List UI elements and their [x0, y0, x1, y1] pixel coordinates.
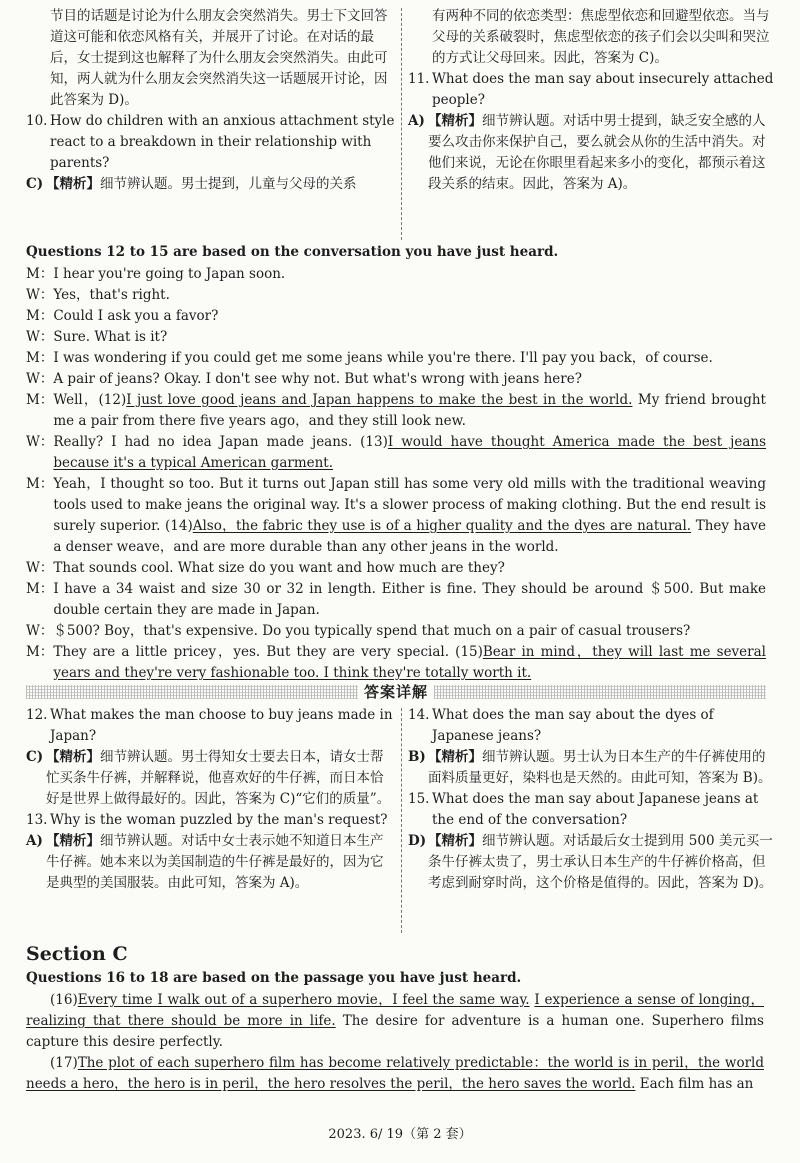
question-number: 14.: [408, 707, 430, 723]
answer-underline-12: I just love good jeans and Japan happens to make the best in the world.: [126, 392, 633, 408]
answers-right-column: [408, 705, 778, 894]
answer-underline-15: Bear in mind，they will last me several years and they're very fashionable too. I think they're totally worth it.: [53, 644, 766, 681]
question-14: [408, 705, 778, 747]
speaker: M：: [26, 581, 54, 597]
answer-letter: B): [408, 749, 426, 765]
speaker: W：: [26, 434, 54, 450]
line-text: [53, 642, 766, 684]
answer-underline-16b: I experience a sense of longing，realizing that there should be more in life.: [26, 992, 765, 1029]
line-text: [53, 432, 766, 474]
answer-text: 细节辨认题。男士得知女士要去日本，请女士帮忙买条牛仔裤，并解释说，他喜欢好的牛仔裤，而日本恰好是世界上做得最好的。因此，答案为 C)“它们的质量”。: [46, 749, 391, 807]
text-run: (17): [50, 1055, 78, 1071]
answer-text: 细节辨认题。男士提到，儿童与父母的关系: [100, 176, 357, 192]
answer-12: [26, 747, 396, 810]
answer-underline-14: Also，the fabric they use is of a higher quality and the dyes are natural.: [192, 518, 692, 534]
line-text: I have a 34 waist and size 30 or 32 in length. Either is fine. They should be around ＄500. But make double certain they are made in Japan.: [53, 581, 766, 618]
answer-explanation: [46, 831, 396, 894]
conversation-heading: Questions 12 to 15 are based on the conversation you have just heard.: [26, 244, 559, 260]
line-text: Could I ask you a favor?: [53, 308, 219, 324]
line-text: Yes，that's right.: [53, 287, 170, 303]
speaker: M：: [26, 392, 54, 408]
answer-underline-17: The plot of each superhero film has become relatively predictable：the world is in peril，the world needs a hero，the hero is in peril，the hero resolves the peril，the hero saves the world.: [26, 1055, 764, 1092]
text-run: They are a little pricey，yes. But they are very special. (15): [53, 644, 483, 660]
analysis-tag: 【精析】: [46, 749, 100, 765]
speaker: M：: [26, 266, 54, 282]
passage-heading: Questions 16 to 18 are based on the passage you have just heard.: [26, 970, 522, 986]
speaker: W：: [26, 329, 54, 345]
analysis-tag: 【精析】: [46, 833, 100, 849]
line-text: ＄500? Boy，that's expensive. Do you typically spend that much on a pair of casual trousers?: [53, 623, 691, 639]
question-13: [26, 810, 396, 831]
banner-title: 答案详解: [364, 682, 429, 701]
question-text: How do children with an anxious attachment style react to a breakdown in their relationship with parents?: [50, 113, 395, 171]
answers-left-column: [26, 705, 396, 894]
dialogue-line: [26, 369, 766, 390]
question-number: 15.: [408, 791, 430, 807]
answer-letter: C): [26, 749, 44, 765]
dialogue-line: [26, 306, 766, 327]
answer-10: [26, 174, 396, 195]
question-text: Why is the woman puzzled by the man's request?: [50, 812, 388, 828]
top-right-column: [408, 6, 778, 195]
speaker: M：: [26, 644, 54, 660]
question-12: [26, 705, 396, 747]
analysis-tag: 【精析】: [428, 113, 482, 129]
text-run: My friend brought me a pair from there five years ago，and they still look new.: [53, 392, 766, 429]
column-divider: [401, 8, 402, 240]
line-text: I was wondering if you could get me some jeans while you're there. I'll pay you back，of course.: [53, 350, 713, 366]
answer-explanation: [428, 111, 778, 195]
speaker: M：: [26, 476, 54, 492]
q9-explanation-continued: 节目的话题是讨论为什么朋友会突然消失。男士下文回答道这可能和依恋风格有关，并展开了讨论。在对话的最后，女士提到这也解释了为什么朋友会突然消失。由此可知，两人就为什么朋友会突然消失这一话题展开讨论，因此答案为 D)。: [50, 8, 388, 108]
question-text: What does the man say about the dyes of Japanese jeans?: [432, 707, 714, 744]
answer-text: 细节辨认题。对话最后女士提到用 500 美元买一条牛仔裤太贵了，男士承认日本生产的牛仔裤价格高，但考虑到耐穿时尚，这个价格是值得的。因此，答案为 D)。: [428, 833, 773, 891]
text-run: The desire for adventure is a human one. Superhero films capture this desire perfectly.: [26, 1013, 764, 1050]
dialogue-line: [26, 264, 766, 285]
banner-hatch-left: [26, 685, 358, 699]
text-run: Really? I had no idea Japan made jeans. (13): [53, 434, 388, 450]
question-number: 13.: [26, 812, 48, 828]
text-run: Yeah，I thought so too. But it turns out Japan still has some very old mills with the traditional weaving tools used to make jeans the original way. It's a slower process of making clothing. But the end result is surely superior. (14): [53, 476, 766, 534]
dialogue-line: [26, 432, 766, 474]
question-10: [26, 111, 396, 174]
top-answer-columns: [26, 6, 778, 195]
answer-text: 细节辨认题。男士认为日本生产的牛仔裤使用的面料质量更好，染料也是天然的。由此可知，答案为 B)。: [428, 749, 772, 786]
answer-letter: A): [26, 833, 43, 849]
conversation-transcript: [26, 242, 766, 684]
line-text: [53, 390, 766, 432]
section-title: Section C: [26, 943, 128, 965]
answer-details-banner: [26, 681, 766, 703]
answer-explanation: [46, 747, 396, 810]
answer-11: [408, 111, 778, 195]
answer-underline-13: I would have thought America made the best jeans because it's a typical American garment.: [53, 434, 767, 471]
question-15: [408, 789, 778, 831]
question-text: What makes the man choose to buy jeans made in Japan?: [50, 707, 393, 744]
section-c-passage: [26, 968, 764, 1095]
answer-letter: A): [408, 113, 425, 129]
speaker: W：: [26, 287, 54, 303]
answer-explanation: [428, 747, 778, 789]
dialogue-line: [26, 474, 766, 558]
dialogue-line: [26, 285, 766, 306]
speaker: W：: [26, 623, 54, 639]
text-run: Well，(12): [53, 392, 127, 408]
line-text: Sure. What is it?: [53, 329, 168, 345]
answer-13: [26, 831, 396, 894]
passage-paragraph: [26, 1053, 764, 1095]
speaker: W：: [26, 560, 54, 576]
question-number: 11.: [408, 71, 430, 87]
dialogue-line: [26, 579, 766, 621]
question-text: What does the man say about insecurely attached people?: [432, 71, 774, 108]
question-text: What does the man say about Japanese jeans at the end of the conversation?: [432, 791, 759, 828]
answer-underline-16a: Every time I walk out of a superhero movie，I feel the same way.: [77, 992, 530, 1008]
dialogue-line: [26, 348, 766, 369]
answer-letter: D): [408, 833, 427, 849]
analysis-tag: 【精析】: [46, 176, 100, 192]
q10-explanation-continued: 有两种不同的依恋类型：焦虑型依恋和回避型依恋。当与父母的关系破裂时，焦虑型依恋的孩子们会以尖叫和哭泣的方式让父母回来。因此，答案为 C)。: [432, 8, 770, 66]
line-text: I hear you're going to Japan soon.: [53, 266, 286, 282]
answer-text: 细节辨认题。对话中女士表示她不知道日本生产牛仔裤。她本来以为美国制造的牛仔裤是最好的，因为它是典型的美国服装。由此可知，答案为 A)。: [46, 833, 384, 891]
passage-paragraph: [26, 990, 764, 1053]
page-footer: 2023. 6/ 19（第 2 套）: [328, 1127, 472, 1142]
question-number: 12.: [26, 707, 48, 723]
text-run: They have a denser weave，and are more durable than any other jeans in the world.: [53, 518, 766, 555]
speaker: M：: [26, 350, 54, 366]
text-run: (16): [50, 992, 78, 1008]
line-text: [53, 474, 766, 558]
question-number: 10.: [26, 113, 48, 129]
analysis-tag: 【精析】: [428, 749, 482, 765]
banner-hatch-right: [434, 685, 766, 699]
question-11: [408, 69, 778, 111]
answer-text: 细节辨认题。对话中男士提到，缺乏安全感的人要么攻击你来保护自己，要么就会从你的生活中消失。对他们来说，无论在你眼里看起来多小的变化，都预示着这段关系的结束。因此，答案为 A)。: [428, 113, 766, 192]
dialogue-line: [26, 642, 766, 684]
answer-14: [408, 747, 778, 789]
analysis-tag: 【精析】: [428, 833, 482, 849]
answer-columns: [26, 705, 778, 894]
text-run: Each film has an: [635, 1076, 754, 1092]
line-text: That sounds cool. What size do you want and how much are they?: [53, 560, 505, 576]
top-left-column: [26, 6, 396, 195]
speaker: W：: [26, 371, 54, 387]
column-divider: [401, 708, 402, 933]
speaker: M：: [26, 308, 54, 324]
dialogue-line: [26, 390, 766, 432]
dialogue-line: [26, 621, 766, 642]
line-text: A pair of jeans? Okay. I don't see why not. But what's wrong with jeans here?: [53, 371, 582, 387]
dialogue-line: [26, 327, 766, 348]
answer-15: [408, 831, 778, 894]
answer-explanation: [428, 831, 778, 894]
answer-explanation: [46, 174, 396, 195]
dialogue-line: [26, 558, 766, 579]
answer-letter: C): [26, 176, 44, 192]
